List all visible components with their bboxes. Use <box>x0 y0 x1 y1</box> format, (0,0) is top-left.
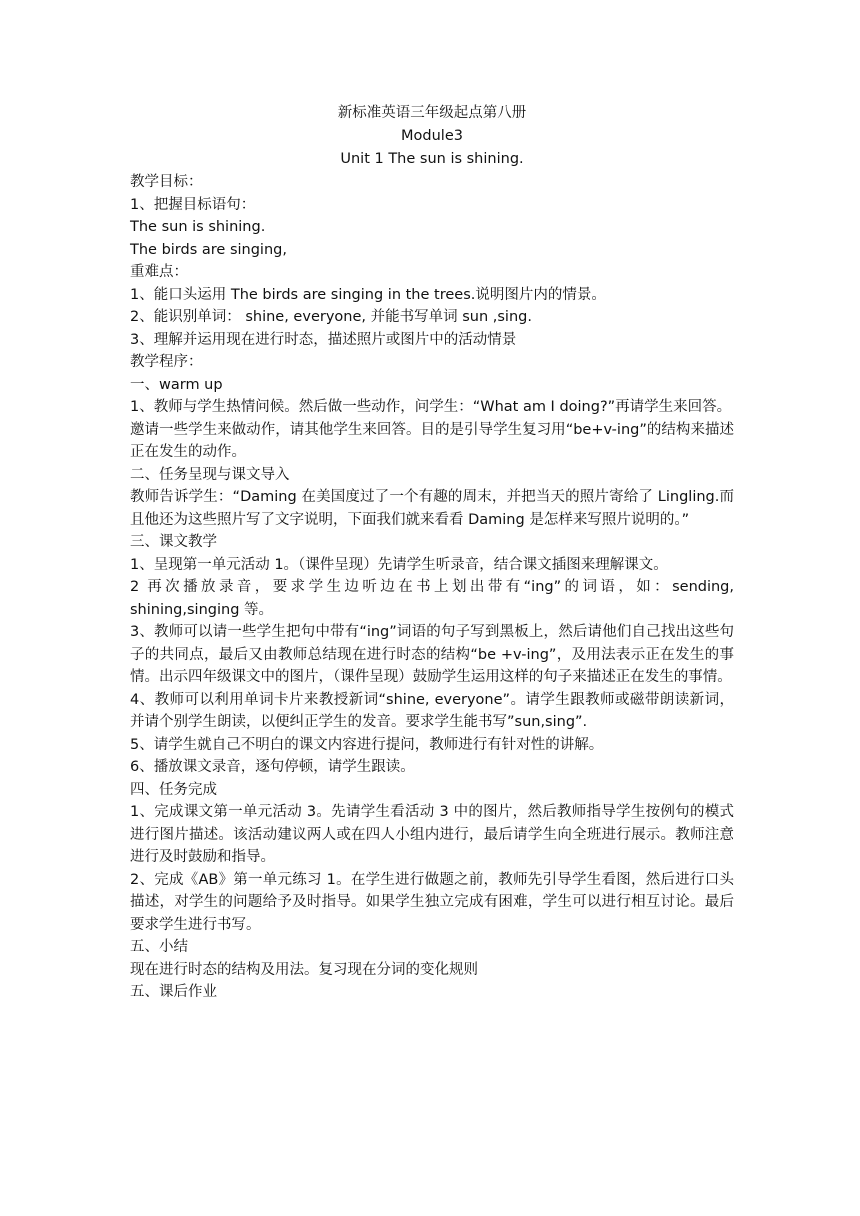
key-points-item-3: 3、理解并运用现在进行时态，描述照片或图片中的活动情景 <box>130 331 517 348</box>
teaching-paragraph-1: 1、呈现第一单元活动 1。（课件呈现）先请学生听录音，结合课文插图来理解课文。 <box>130 556 668 573</box>
warmup-paragraph-2: 邀请一些学生来做动作，请其他学生来回答。目的是引导学生复习用“be+v-ing”的结构来描述正在发生的动作。 <box>130 421 734 460</box>
teaching-heading: 三、课文教学 <box>130 534 217 550</box>
title-line-1: 新标准英语三年级起点第八册 <box>337 105 527 121</box>
teaching-paragraph-5: 5、请学生就自己不明白的课文内容进行提问，教师进行有针对性的讲解。 <box>130 736 604 753</box>
intro-heading: 二、任务呈现与课文导入 <box>130 466 290 483</box>
objectives-sentence-1: The sun is shining. <box>130 219 266 235</box>
teaching-paragraph-3: 3、教师可以请一些学生把句中带有“ing”词语的句子写到黑板上，然后请他们自己找出这些句子的共同点，最后又由教师总结现在进行时态的结构“be +v-ing”，及用法表示正在发生的事情。出示四年级课文中的图片，（课件呈现）鼓励学生运用这样的句子来描述正在发生的事情。 <box>130 624 734 685</box>
procedure-heading: 教学程序： <box>130 354 203 370</box>
teaching-paragraph-2: 2 再次播放录音，要求学生边听边在书上划出带有“ing”的词语，如：sending, shining,singing 等。 <box>130 579 734 618</box>
key-points-item-1: 1、能口头运用 The birds are singing in the trees.说明图片内的情景。 <box>130 286 606 303</box>
intro-paragraph-1: 教师告诉学生：“Daming 在美国度过了一个有趣的周末，并把当天的照片寄给了 Lingling.而且他还为这些照片写了文字说明，下面我们就来看看 Daming 是怎样来写照片说明的。” <box>130 489 734 528</box>
homework-heading: 五、课后作业 <box>130 984 217 1000</box>
key-points-item-2: 2、能识别单词： shine, everyone, 并能书写单词 sun ,sing. <box>130 309 532 325</box>
title-line-3: Unit 1 The sun is shining. <box>340 151 524 167</box>
objectives-heading: 教学目标： <box>130 174 203 190</box>
objectives-sentence-2: The birds are singing, <box>130 241 287 258</box>
warmup-paragraph-1: 1、教师与学生热情问候。然后做一些动作，问学生：“What am I doing?”再请学生来回答。 <box>130 399 732 415</box>
summary-paragraph-1: 现在进行时态的结构及用法。复习现在分词的变化规则 <box>130 961 478 978</box>
warmup-heading: 一、warm up <box>130 376 223 393</box>
task-heading: 四、任务完成 <box>130 781 217 798</box>
teaching-paragraph-4: 4、教师可以利用单词卡片来教授新词“shine, everyone”。请学生跟教师或磁带朗读新词，并请个别学生朗读，以便纠正学生的发音。要求学生能书写”sun,sing”. <box>130 691 734 730</box>
objectives-item-1: 1、把握目标语句： <box>130 196 256 213</box>
document-page <box>130 102 734 1004</box>
summary-heading: 五、小结 <box>130 939 188 955</box>
title-line-2: Module3 <box>401 128 463 144</box>
teaching-paragraph-6: 6、播放课文录音，逐句停顿，请学生跟读。 <box>130 759 415 775</box>
task-paragraph-2: 2、完成《AB》第一单元练习 1。在学生进行做题之前，教师先引导学生看图，然后进行口头描述，对学生的问题给予及时指导。如果学生独立完成有困难，学生可以进行相互讨论。最后要求学生进行书写。 <box>130 871 734 933</box>
key-points-heading: 重难点： <box>130 264 188 280</box>
task-paragraph-1: 1、完成课文第一单元活动 3。先请学生看活动 3 中的图片，然后教师指导学生按例句的模式进行图片描述。该活动建议两人或在四人小组内进行，最后请学生向全班进行展示。教师注意进行及时鼓励和指导。 <box>130 804 734 865</box>
document-title <box>130 102 734 171</box>
